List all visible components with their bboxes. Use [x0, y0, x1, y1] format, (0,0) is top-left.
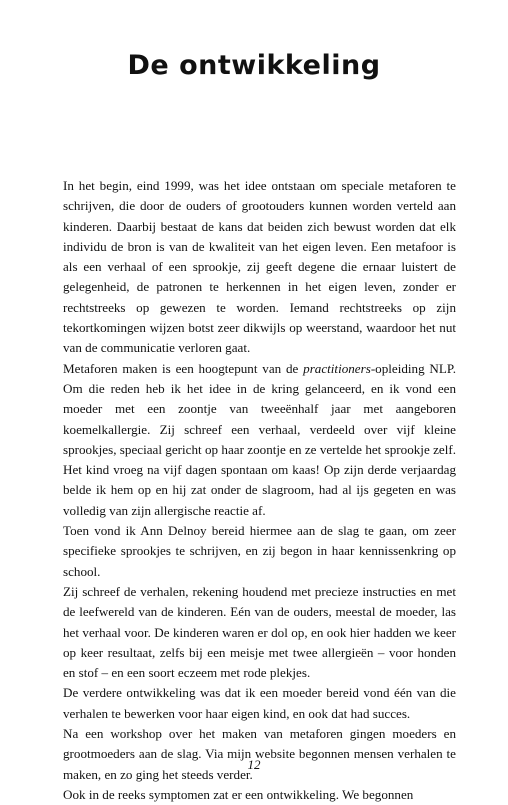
- paragraph-2-start: Metaforen maken is een hoogtepunt van de: [63, 360, 304, 376]
- paragraph-2: [63, 359, 456, 521]
- paragraph-1: In het begin, eind 1999, was het idee ontstaan om speciale metaforen te schrijven, die door de ouders of grootouders kunnen worden verteld aan kinderen. Daarbij bestaat de kans dat beiden zich bewust worden dat elk individu de bron is van de kwaliteit van het eigen leven. Een metafoor is als een verhaal of een sprookje, zij geeft degene die ernaar luistert de gelegenheid, de patronen te herkennen in het eigen leven, zonder er rechtstreeks op gewezen te worden. Iemand rechtstreeks op zijn tekortkomingen wijzen botst zeer dikwijls op weerstand, waardoor het nut van de communicatie verloren gaat.: [63, 178, 456, 356]
- body-text: [63, 176, 456, 805]
- practitioners-term: practitioners: [303, 360, 371, 376]
- page-number: 12: [247, 757, 261, 772]
- chapter-title: De ontwikkeling: [127, 50, 381, 81]
- paragraph-3: Toen vond ik Ann Delnoy bereid hiermee aan de slag te gaan, om zeer specifieke sprookjes te schrijven, en zij begon in haar kennissenkring op school.: [63, 523, 456, 579]
- paragraph-7: Ook in de reeks symptomen zat er een ontwikkeling. We begonnen: [63, 786, 414, 802]
- paragraph-2-rest: -opleiding NLP. Om die reden heb ik het idee in de kring gelanceerd, en ik vond een moeder met een zoontje van tweeënhalf jaar met aangeboren koemelkallergie. Zij schreef een verhaal, verdeeld over vijf kleine sprookjes, speciaal gericht op haar zoontje en ze vertelde het sprookje zelf. Het kind vroeg na vijf dagen spontaan om kaas! Op zijn derde verjaardag belde ik hem op en hij zat onder de slagroom, had al ijs gegeten en was volledig van zijn allergische reactie af.: [63, 360, 456, 518]
- paragraph-4: Zij schreef de verhalen, rekening houdend met precieze instructies en met de leefwereld van de kinderen. Eén van de ouders, meestal de moeder, las het verhaal voor. De kinderen waren er dol op, en ook hier hadden we keer op keer resultaat, zelfs bij een meisje met twee allergieën – voor honden en stof – en een soort eczeem met rode plekjes.: [63, 583, 456, 681]
- paragraph-5: De verdere ontwikkeling was dat ik een moeder bereid vond één van die verhalen te bewerken voor haar eigen kind, en ook dat had succes.: [63, 685, 456, 721]
- paragraph-6: Na een workshop over het maken van metaforen gingen moeders en grootmoeders aan de slag. Via mijn website begonnen mensen verhalen te maken, en zo ging het steeds verder.: [63, 726, 456, 782]
